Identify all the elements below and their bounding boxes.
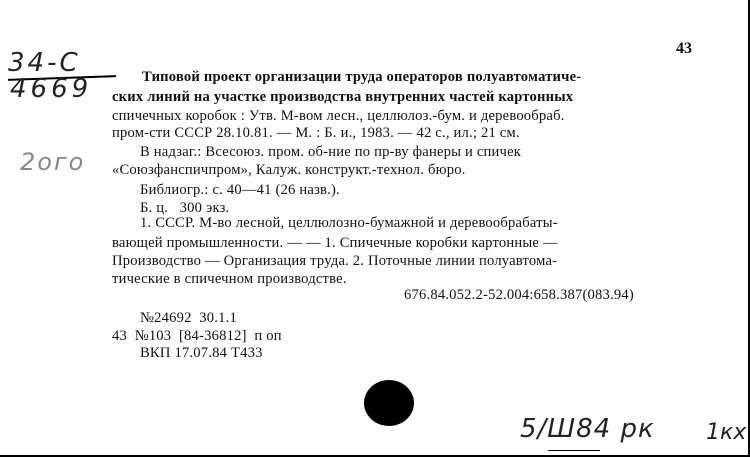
entry-line-4: пром-сти СССР 28.10.81. — М. : Б. и., 1983. — 42 с., ил.; 21 см.	[112, 125, 520, 141]
entry-line-11: Производство — Организация труда. 2. Поточные линии полуавтома-	[112, 253, 558, 269]
entry-line-12: тические в спичечном производстве.	[112, 271, 347, 287]
entry-line-5: В надзаг.: Всесоюз. пром. об-ние по пр-ву фанеры и спичек	[140, 144, 522, 160]
entry-line-6: «Союзфанспичпром», Калуж. конструкт.-технол. бюро.	[112, 162, 466, 178]
handwritten-bottom-note: 5/Ш84 рк	[520, 414, 655, 444]
entry-line-8: Б. ц. 300 экз.	[140, 200, 230, 216]
handwritten-margin-note: 2ого	[20, 148, 86, 176]
entry-line-10: вающей промышленности. — — 1. Спичечные коробки картонные —	[112, 235, 558, 251]
bottom-note-underline	[548, 450, 600, 451]
udc-code: 676.84.052.2-52.004:658.387(083.94)	[404, 287, 634, 303]
entry-title-line-1: Типовой проект организации труда операторов полуавтоматиче-	[142, 69, 582, 85]
handwritten-bottom-right: 1кх	[706, 420, 747, 445]
entry-line-7: Библиогр.: с. 40—41 (26 назв.).	[140, 182, 340, 198]
entry-line-3: спичечных коробок : Утв. М-вом лесн., целлюлоз.-бум. и деревообраб.	[112, 108, 565, 124]
page-number: 43	[676, 40, 692, 57]
order-line: 43 №103 [84-36812] п оп	[112, 328, 282, 344]
vkp-line: ВКП 17.07.84 Т433	[140, 345, 263, 361]
handwritten-call-number-top: 34-С	[8, 48, 81, 78]
entry-line-9: 1. СССР. М-во лесной, целлюлозно-бумажной и деревообрабаты-	[140, 215, 558, 231]
handwritten-call-number-bottom: 4669	[10, 74, 93, 104]
punch-hole	[364, 380, 414, 426]
registration-number: №24692 30.1.1	[140, 310, 237, 326]
entry-title-line-2: ских линий на участке производства внутренних частей картонных	[112, 89, 574, 105]
